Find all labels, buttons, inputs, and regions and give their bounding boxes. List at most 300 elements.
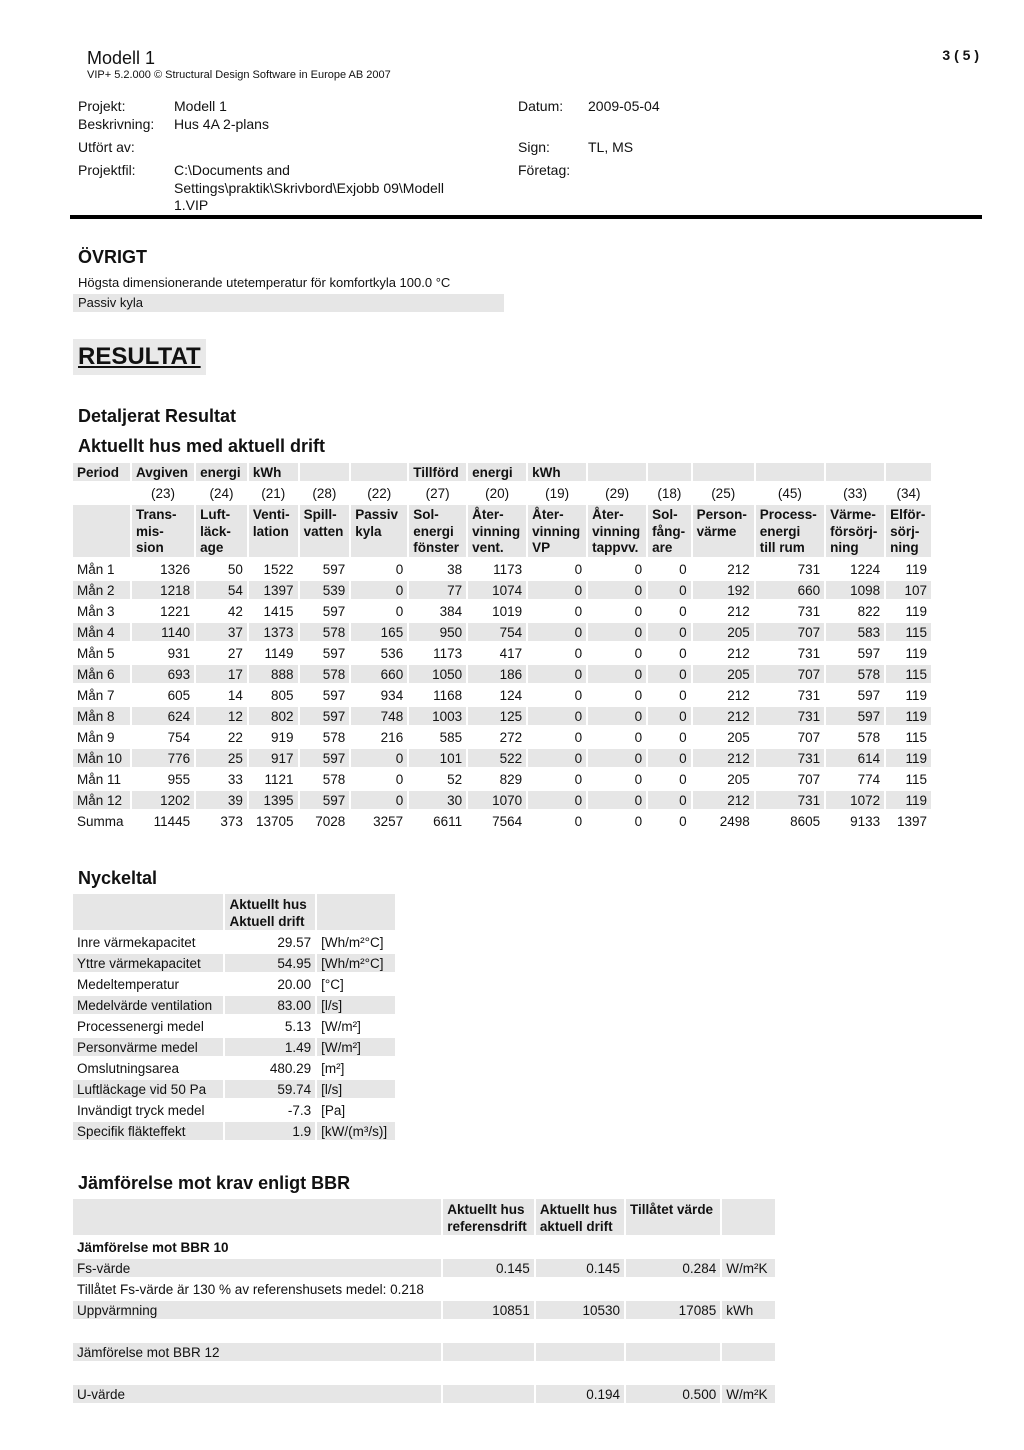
nyckeltal-unit: [kW/(m³/s)] [317, 1122, 395, 1140]
energy-value-cell: 0 [634, 687, 643, 703]
nyckeltal-value: -7.3 [287, 1102, 312, 1118]
energy-value-cell: 597 [300, 707, 350, 725]
energy-value-cell: 0 [528, 707, 586, 725]
energy-period-cell: Mån 1 [77, 561, 115, 577]
nyckeltal-label: Medeltemperatur [77, 976, 180, 992]
energy-value-cell: 107 [886, 581, 931, 599]
energy-value-cell: 1202 [132, 791, 194, 809]
energy-value-cell: 731 [756, 749, 824, 767]
energy-column-name-cell [756, 505, 824, 557]
energy-code-cell: (22) [367, 485, 392, 501]
energy-value-cell: 731 [797, 645, 821, 661]
energy-value-cell: 22 [227, 729, 243, 745]
energy-value-cell: 417 [499, 645, 523, 661]
energy-value-cell: 955 [167, 771, 191, 787]
energy-column-name-cell [132, 505, 194, 557]
energy-value-cell: 212 [693, 791, 754, 809]
energy-value-cell: 119 [905, 561, 927, 577]
energy-column-name-line: mis- [135, 523, 164, 539]
header-divider [70, 215, 982, 219]
energy-value-cell: 165 [351, 623, 407, 641]
energy-value-cell: 0 [679, 561, 687, 577]
energy-month-row [73, 602, 931, 620]
energy-value-cell: 212 [693, 749, 754, 767]
energy-value-cell: 373 [220, 813, 243, 829]
energy-value-cell: 205 [693, 665, 754, 683]
energy-value-cell: 115 [905, 729, 927, 745]
energy-value-cell: 212 [727, 603, 750, 619]
nyckeltal-unit: [W/m²] [321, 1018, 361, 1034]
energy-column-name-line: energi [759, 523, 801, 539]
energy-column-name-line: sörj- [890, 523, 920, 539]
energy-value-cell: 0 [351, 581, 407, 599]
bbr-heading: Jämförelse mot krav enligt BBR [78, 1173, 351, 1193]
energy-value-cell: 0 [634, 813, 643, 829]
bbr-head-line: Aktuellt hus [539, 1202, 618, 1217]
bbr-head-line: referensdrift [447, 1218, 527, 1234]
energy-column-name-line: are [652, 540, 673, 555]
energy-value-cell: 707 [797, 771, 821, 787]
bbr12-label: Jämförelse mot BBR 12 [73, 1343, 441, 1361]
energy-value-cell: 707 [756, 623, 824, 641]
energy-value-cell: 707 [797, 729, 821, 745]
bbr-head-line: aktuell drift [539, 1218, 613, 1234]
nyckeltal-heading: Nyckeltal [78, 868, 158, 888]
energy-column-name-cell [693, 505, 754, 557]
energy-value-cell: 212 [727, 561, 750, 577]
energy-value-cell: 125 [468, 707, 526, 725]
energy-value-cell: 660 [351, 665, 407, 683]
energy-code-cell: (19) [545, 485, 570, 501]
energy-column-name-line: fönster [413, 540, 459, 555]
energy-value-cell: 0 [574, 687, 583, 703]
energy-value-cell: 7028 [315, 813, 346, 829]
nyckeltal-label: Specifik fläkteffekt [73, 1122, 223, 1140]
energy-sum-row [73, 812, 931, 830]
uppvarmning-aktuell: 10530 [536, 1301, 624, 1319]
energy-value-cell: 0 [588, 707, 646, 725]
page-number: 3 ( 5 ) [942, 47, 979, 63]
energy-value-cell: 1121 [264, 771, 294, 787]
energy-value-cell: 0 [574, 771, 583, 787]
energy-value-cell: 0 [679, 729, 687, 745]
energy-value-cell: 522 [468, 749, 526, 767]
energy-value-cell: 578 [300, 623, 350, 641]
uppvarmning-referens: 10851 [443, 1301, 534, 1319]
energy-value-cell: 888 [249, 665, 298, 683]
energy-column-name-line: Sol- [413, 507, 439, 522]
energy-column-name-line: Person- [696, 507, 747, 522]
energy-value-cell: 212 [727, 645, 750, 661]
energy-value-cell: 0 [679, 687, 687, 703]
energy-period-cell: Mån 4 [73, 623, 130, 641]
energy-value-cell: 212 [727, 687, 750, 703]
energy-value-cell: 0 [648, 665, 690, 683]
energy-column-name-line: Trans- [135, 507, 177, 522]
energy-value-cell: 597 [826, 707, 884, 725]
energy-value-cell: 917 [249, 749, 298, 767]
uppvarmning-unit: kWh [722, 1301, 775, 1319]
nyckeltal-value: 5.13 [284, 1018, 312, 1034]
nyckeltal-value: 1.49 [225, 1038, 315, 1056]
bbr-table [71, 1196, 777, 1406]
energy-value-cell: 0 [574, 813, 583, 829]
beskrivning-label: Beskrivning: [78, 116, 155, 132]
nyckeltal-unit: [Pa] [321, 1102, 346, 1118]
energy-value-cell: 8605 [790, 813, 821, 829]
energy-value-cell: 0 [634, 771, 643, 787]
projektfil-line: 1.VIP [174, 197, 209, 213]
energy-column-name-line: vinning [532, 523, 581, 539]
energy-code-cell: (23) [151, 485, 176, 501]
energy-value-cell: 3257 [373, 813, 404, 829]
energy-value-cell: 1173 [493, 561, 523, 577]
energy-month-row [73, 665, 931, 683]
energy-column-name-line: Luft- [200, 507, 231, 522]
energy-column-name-line: Venti- [252, 507, 290, 522]
energy-value-cell: 1218 [132, 581, 194, 599]
energy-value-cell: 119 [886, 791, 931, 809]
energy-group-header-cell: energi [196, 463, 247, 481]
energy-value-cell: 0 [634, 603, 643, 619]
nyckeltal-row [73, 1017, 395, 1035]
energy-code-cell: (29) [605, 485, 630, 501]
bbr-head-line: Tillåtet värde [630, 1202, 714, 1217]
energy-column-name-line: Process- [759, 507, 817, 522]
energy-value-cell: 0 [679, 771, 687, 787]
resultat-heading: RESULTAT [73, 339, 206, 375]
nyckeltal-head-line: Aktuell drift [229, 913, 305, 929]
energy-value-cell: 0 [648, 749, 690, 767]
energy-month-row [73, 728, 931, 746]
energy-value-cell: 597 [300, 791, 350, 809]
energy-value-cell: 192 [693, 581, 754, 599]
energy-code-cell: (21) [261, 485, 286, 501]
nyckeltal-value: 29.57 [277, 934, 312, 950]
energy-value-cell: 0 [574, 729, 583, 745]
nyckeltal-row [73, 975, 395, 993]
energy-value-cell: 597 [322, 603, 346, 619]
energy-value-cell: 1373 [249, 623, 298, 641]
energy-period-cell: Mån 6 [73, 665, 130, 683]
energy-value-cell: 1395 [249, 791, 298, 809]
energy-code-cell: (45) [777, 485, 802, 501]
energy-code-cell: (34) [896, 485, 921, 501]
energy-column-name-line: vatten [303, 523, 344, 539]
energy-value-cell: 0 [528, 623, 586, 641]
energy-value-cell: 776 [132, 749, 194, 767]
nyckeltal-row [73, 1059, 395, 1077]
document-model-name: Modell 1 [87, 48, 156, 68]
nyckeltal-row [73, 1122, 395, 1140]
energy-value-cell: 822 [857, 603, 881, 619]
energy-value-cell: 1397 [249, 581, 298, 599]
energy-period-cell: Mån 7 [77, 687, 115, 703]
energy-value-cell: 0 [588, 665, 646, 683]
energy-value-cell: 731 [797, 561, 821, 577]
energy-value-cell: 6611 [433, 813, 463, 829]
u-varde-aktuell: 0.194 [536, 1385, 624, 1403]
energy-value-cell: 693 [132, 665, 194, 683]
energy-value-cell: 0 [588, 623, 646, 641]
nyckeltal-unit: [Wh/m²°C] [317, 954, 395, 972]
energy-value-cell: 0 [588, 581, 646, 599]
nyckeltal-table [71, 891, 397, 1143]
energy-value-cell: 597 [300, 749, 350, 767]
nyckeltal-unit: [l/s] [317, 1080, 395, 1098]
projektfil-label: Projektfil: [78, 162, 136, 178]
energy-month-row [73, 791, 931, 809]
energy-column-name-cell [300, 505, 350, 557]
fs-row [73, 1259, 775, 1277]
energy-column-name-line: ning [890, 540, 919, 555]
energy-value-cell: 0 [395, 771, 404, 787]
energy-value-cell: 25 [196, 749, 247, 767]
energy-column-name-line: Åter- [472, 507, 504, 522]
energy-value-cell: 774 [857, 771, 881, 787]
projektfil-line: C:\Documents and [174, 162, 290, 178]
nyckeltal-head-line: Aktuellt hus [229, 897, 307, 912]
energy-value-cell: 1415 [263, 603, 294, 619]
energy-value-cell: 2498 [719, 813, 750, 829]
energy-value-cell: 216 [380, 729, 404, 745]
nyckeltal-row [73, 996, 395, 1014]
energy-month-row [73, 644, 931, 662]
energy-column-name-line: energi [413, 523, 454, 539]
nyckeltal-label: Invändigt tryck medel [77, 1102, 205, 1118]
energy-value-cell: 0 [648, 623, 690, 641]
nyckeltal-value: 54.95 [225, 954, 315, 972]
energy-table-body [73, 463, 931, 830]
energy-column-name-line: lation [252, 523, 289, 539]
bbr-head-referensdrift [443, 1199, 534, 1235]
energy-value-cell: 624 [132, 707, 194, 725]
bbr-head-tillatet [626, 1199, 720, 1235]
energy-period-cell: Mån 8 [73, 707, 130, 725]
energy-value-cell: 660 [756, 581, 824, 599]
fs-note-row [73, 1280, 775, 1298]
energy-value-cell: 186 [468, 665, 526, 683]
energy-value-cell: 39 [196, 791, 247, 809]
fs-unit: W/m²K [722, 1259, 775, 1277]
nyckeltal-table-body [73, 894, 395, 1140]
energy-value-cell: 536 [380, 645, 404, 661]
energy-value-cell: 205 [727, 729, 750, 745]
energy-column-name-line: Passiv [355, 507, 399, 522]
u-varde-label: U-värde [73, 1385, 441, 1403]
energy-value-cell: 0 [574, 645, 583, 661]
energy-month-row [73, 707, 931, 725]
energy-value-cell: 0 [528, 749, 586, 767]
energy-column-name-line: vent. [472, 540, 504, 555]
energy-value-cell: 50 [227, 561, 243, 577]
nyckeltal-row [73, 1101, 395, 1119]
energy-column-name-line: försörj- [830, 523, 878, 539]
energy-value-cell: 205 [693, 623, 754, 641]
nyckeltal-head-aktuellt [225, 894, 315, 930]
energy-value-cell: 27 [227, 645, 243, 661]
sign-value: TL, MS [588, 139, 634, 155]
bbr-head-empty [73, 1199, 441, 1235]
energy-month-row [73, 623, 931, 641]
energy-group-header-cell [588, 463, 646, 481]
nyckeltal-unit: [°C] [321, 976, 344, 992]
fs-referens: 0.145 [443, 1259, 534, 1277]
nyckeltal-head-row [73, 894, 395, 930]
energy-value-cell: 919 [271, 729, 294, 745]
energy-value-cell: 934 [380, 687, 404, 703]
nyckeltal-label: Medelvärde ventilation [73, 996, 223, 1014]
nyckeltal-label: Luftläckage vid 50 Pa [73, 1080, 223, 1098]
detaljerat-resultat-heading: Detaljerat Resultat [78, 406, 237, 426]
energy-value-cell: 1098 [826, 581, 884, 599]
energy-column-name-cell [648, 505, 690, 557]
energy-column-name-cell [73, 505, 130, 557]
energy-column-name-line: VP [532, 540, 551, 555]
energy-value-cell: 0 [351, 749, 407, 767]
spacer-row [73, 1364, 775, 1382]
energy-value-cell: 101 [409, 749, 466, 767]
projektfil-value [174, 162, 444, 215]
energy-value-cell: 614 [826, 749, 884, 767]
ovrigt-temp-line: Högsta dimensionerande utetemperatur för komfortkyla 100.0 °C [78, 275, 451, 290]
nyckeltal-row [73, 954, 395, 972]
energy-value-cell: 11445 [153, 813, 191, 829]
energy-value-cell: 583 [826, 623, 884, 641]
energy-group-header-cell [886, 463, 931, 481]
uppvarmning-tillatet: 17085 [626, 1301, 720, 1319]
energy-value-cell: 384 [439, 603, 463, 619]
energy-code-cell: (20) [485, 485, 510, 501]
energy-value-cell: 1168 [433, 687, 463, 703]
energy-value-cell: 754 [468, 623, 526, 641]
bbr-head-row [73, 1199, 775, 1235]
energy-value-cell: 578 [322, 771, 346, 787]
u-varde-row [73, 1385, 775, 1403]
fs-aktuell: 0.145 [536, 1259, 624, 1277]
energy-period-cell: Mån 11 [77, 771, 122, 787]
u-varde-unit: W/m²K [722, 1385, 775, 1403]
energy-column-name-cell [196, 505, 247, 557]
energy-group-header-cell [756, 463, 824, 481]
energy-value-cell: 731 [797, 603, 821, 619]
energy-value-cell: 1221 [160, 603, 191, 619]
energy-value-cell: 578 [857, 729, 881, 745]
energy-table [71, 460, 933, 833]
energy-value-cell: 0 [634, 561, 643, 577]
fs-label: Fs-värde [73, 1259, 441, 1277]
energy-value-cell: 12 [196, 707, 247, 725]
energy-value-cell: 119 [886, 707, 931, 725]
energy-value-cell: 805 [271, 687, 294, 703]
energy-value-cell: 119 [905, 603, 927, 619]
energy-value-cell: 931 [167, 645, 191, 661]
energy-value-cell: 0 [679, 645, 687, 661]
nyckeltal-unit: [Wh/m²°C] [321, 934, 384, 950]
ovrigt-heading: ÖVRIGT [78, 247, 148, 267]
nyckeltal-head-empty [73, 894, 223, 930]
u-varde-tillatet: 0.500 [626, 1385, 720, 1403]
nyckeltal-unit: [m²] [321, 1060, 345, 1076]
energy-period-cell: Mån 12 [73, 791, 130, 809]
energy-period-cell: Mån 2 [73, 581, 130, 599]
nyckeltal-value: 83.00 [225, 996, 315, 1014]
nyckeltal-label: Processenergi medel [77, 1018, 204, 1034]
energy-value-cell: 0 [648, 791, 690, 809]
energy-period-cell: Mån 3 [77, 603, 115, 619]
nyckeltal-value: 480.29 [269, 1060, 312, 1076]
energy-value-cell: 119 [905, 645, 927, 661]
passiv-kyla-line: Passiv kyla [73, 294, 504, 312]
energy-value-cell: 115 [886, 623, 931, 641]
energy-value-cell: 597 [322, 645, 346, 661]
energy-column-name-cell [468, 505, 526, 557]
energy-column-name-cell [249, 505, 298, 557]
fs-note: Tillåtet Fs-värde är 130 % av referenshusets medel: 0.218 [77, 1281, 424, 1297]
energy-value-cell: 578 [300, 665, 350, 683]
energy-value-cell: 9133 [850, 813, 881, 829]
uppvarmning-label: Uppvärmning [73, 1301, 441, 1319]
energy-value-cell: 539 [300, 581, 350, 599]
energy-column-name-cell [886, 505, 931, 557]
nyckeltal-row [73, 1080, 395, 1098]
uppvarmning-row [73, 1301, 775, 1319]
bbr-head-aktuell-drift [536, 1199, 624, 1235]
energy-column-name-line: vinning [592, 523, 641, 539]
software-copyright: VIP+ 5.2.000 © Structural Design Software in Europe AB 2007 [87, 69, 391, 81]
energy-value-cell: 0 [528, 665, 586, 683]
energy-value-cell: 731 [756, 791, 824, 809]
energy-column-name-cell [409, 505, 466, 557]
nyckeltal-unit: [l/s] [317, 996, 395, 1014]
energy-column-name-line: läck- [200, 523, 231, 539]
energy-column-name-line: Värme- [830, 507, 876, 522]
energy-column-name-line: Spill- [303, 507, 337, 522]
sign-label: Sign: [518, 139, 550, 155]
energy-value-cell: 0 [634, 645, 643, 661]
energy-value-cell: 578 [322, 729, 346, 745]
energy-column-name-line: sion [135, 540, 164, 555]
energy-code-cell: (27) [425, 485, 450, 501]
energy-value-cell: 30 [409, 791, 466, 809]
energy-value-cell: 115 [886, 665, 931, 683]
energy-value-cell: 1173 [433, 645, 463, 661]
nyckeltal-row [73, 1038, 395, 1056]
energy-period-cell: Mån 9 [77, 729, 115, 745]
energy-group-header-row [73, 463, 931, 481]
bbr10-label: Jämförelse mot BBR 10 [77, 1239, 229, 1255]
datum-value: 2009-05-04 [588, 98, 660, 114]
projektfil-line: Settings\praktik\Skrivbord\Exjobb 09\Modell [174, 179, 445, 196]
energy-column-name-line: fång- [652, 523, 686, 539]
nyckeltal-label: Personvärme medel [73, 1038, 223, 1056]
energy-column-name-cell [528, 505, 586, 557]
nyckeltal-value: 1.9 [225, 1122, 315, 1140]
bbr10-row [73, 1238, 775, 1256]
nyckeltal-unit: [W/m²] [317, 1038, 395, 1056]
energy-period-cell: Mån 10 [73, 749, 130, 767]
energy-value-cell: 54 [196, 581, 247, 599]
energy-value-cell: 1522 [263, 561, 294, 577]
energy-value-cell: 119 [905, 687, 927, 703]
energy-value-cell: 1149 [264, 645, 294, 661]
energy-value-cell: 605 [167, 687, 191, 703]
energy-value-cell: 1019 [492, 603, 523, 619]
energy-group-header-cell: kWh [528, 463, 586, 481]
energy-value-cell: 578 [826, 665, 884, 683]
energy-code-cell: (25) [711, 485, 736, 501]
energy-month-row [73, 581, 931, 599]
